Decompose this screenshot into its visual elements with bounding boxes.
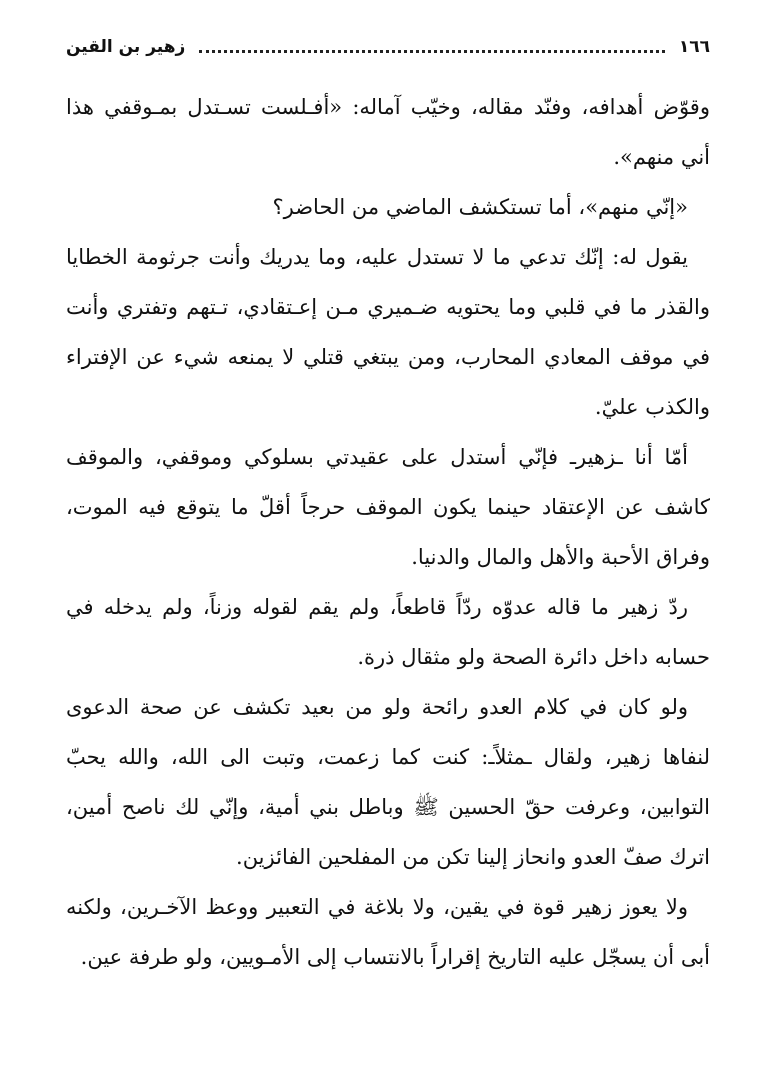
paragraph: ولو كان في كلام العدو رائحة ولو من بعيد تكشف عن صحة الدعوى لنفاها زهير، ولقال ـمثلاًـ: كنت كما زعمت، وتبت الى الله، والله يحبّ التوابين، وعرفت حقّ الحسين ﷺ وباطل بني أمية، وإنّي لك ناصح أمين، اترك صفّ العدو وانحاز إلينا تكن من المفلحين الفائزين. <box>66 695 710 869</box>
dotted-leader <box>199 50 665 53</box>
paragraph: ردّ زهير ما قاله عدوّه ردّاً قاطعاً، ولم يقم لقوله وزناً، ولم يدخله في حسابه داخل دائرة الصحة ولو مثقال ذرة. <box>66 595 710 669</box>
paragraph: «إنّي منهم»، أما تستكشف الماضي من الحاضر؟ <box>272 195 688 219</box>
body-text <box>66 82 710 982</box>
paragraph: وقوّض أهدافه، وفنّد مقاله، وخيّب آماله: «أفـلست تسـتدل بمـوقفي هذا أني منهم». <box>66 95 710 169</box>
paragraph: يقول له: إنّك تدعي ما لا تستدل عليه، وما يدريك وأنت جرثومة الخطايا والقذر ما في قلبي وما يحتويه ضـميري مـن إعـتقادي، تـتهم وتفتري وأنت في موقف المعادي المحارب، ومن يبتغي قتلي لا يمنعه شيء عن الإفتراء والكذب عليّ. <box>66 245 710 419</box>
chapter-title: زهير بن القين <box>66 37 186 57</box>
paragraph: أمّا أنا ـزهيرـ فإنّي أستدل على عقيدتي بسلوكي وموقفي، والموقف كاشف عن الإعتقاد حينما يكون الموقف حرجاً أقلّ ما يتوقع فيه الموت، وفراق الأحبة والأهل والمال والدنيا. <box>66 445 710 569</box>
running-header <box>66 32 710 62</box>
page-number: ١٦٦ <box>678 37 710 57</box>
paragraph: ولا يعوز زهير قوة في يقين، ولا بلاغة في التعبير ووعظ الآخـرين، ولكنه أبى أن يسجّل عليه التاريخ إقراراً بالانتساب إلى الأمـويين، ولو طرفة عين. <box>66 895 710 969</box>
